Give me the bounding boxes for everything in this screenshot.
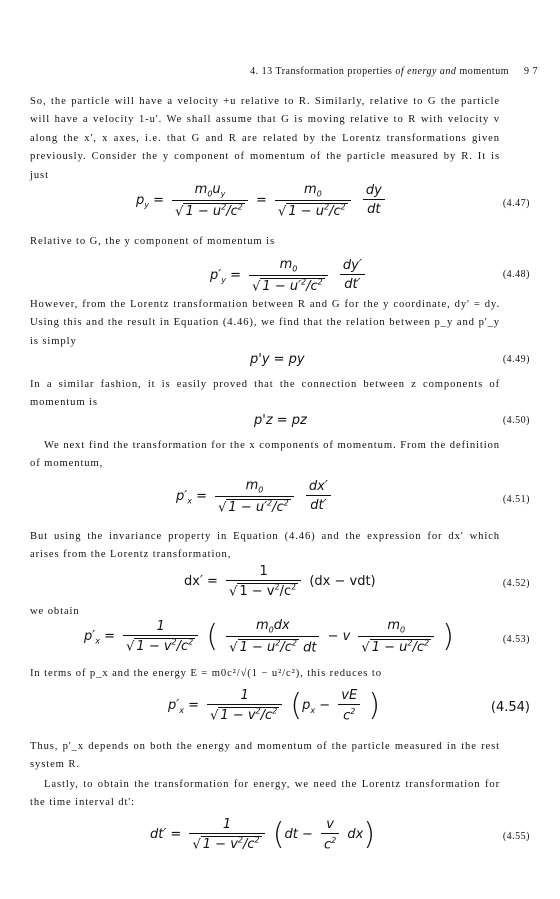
header-section: 4. 13: [250, 66, 273, 77]
paragraph-7: we obtain: [30, 606, 80, 617]
equation-4-52: [0, 562, 560, 602]
equation-number: (4.50): [502, 415, 530, 426]
paragraph-9: Thus, p'_x depends on both the energy and momentum of the particle measured in the rest system R.: [30, 741, 500, 771]
header-title-b: of energy and: [395, 66, 457, 77]
equation-4-53: [0, 614, 560, 662]
equation-body: $p_y$ = $\frac{m_0u_y}{√ 1 - u^2/c^2}$ = $\frac{m_0}{√ 1 - u^2/c^2}$ $\frac{dy}{dt}$: [136, 182, 389, 219]
equation-number: (4.55): [502, 831, 530, 842]
equation-body: $p'_x$ = $\frac{m_0}{√ 1 - u'^2/c^2}$ $\frac{dx'}{dt'}$: [176, 478, 335, 515]
equation-4-50: [0, 413, 560, 433]
equation-4-47: [0, 180, 560, 220]
equation-number: (4.49): [502, 354, 530, 365]
equation-body: dt′ = $\frac{1}{√ 1 - v^2/c^2}$ (dt − $\frac{v}{c^2}$ dx): [150, 817, 376, 853]
equation-number: (4.53): [502, 634, 530, 645]
equation-number: (4.51): [502, 494, 530, 505]
equation-number: (4.48): [502, 269, 530, 280]
paragraph-2: Relative to G, the y component of momentum is: [30, 236, 275, 247]
header-title-c: momentum: [459, 66, 509, 77]
running-header: [250, 66, 538, 77]
equation-body: dx′ = $\frac{1}{√ 1 - v^2/c^2}$ (dx − vdt): [184, 564, 376, 600]
paragraph-10: Lastly, to obtain the transformation for energy, we need the Lorentz transformation for the time interval dt':: [30, 779, 500, 809]
paragraph-1: So, the particle will have a velocity +u relative to R. Similarly, relative to G the particle will have a velocity 1-u'. We shall assume that G is moving relative to R with velocity v along the x', x axes, i.e. that G and R are related by the Lorentz transformations given previously. Consider the y component of momentum of the particle measured by R. It is just: [30, 96, 500, 181]
header-title-a: Transformation properties: [275, 66, 393, 77]
paragraph-8: In terms of p_x and the energy E = m0c²/√(1 − u²/c²), this reduces to: [30, 668, 382, 679]
paragraph-3: However, from the Lorentz transformation between R and G for the y coordinate, dy' = dy. Using this and the result in Equation (4.46), we find that the relation between p_y and p'_y is simply: [30, 299, 500, 347]
equation-4-54: [0, 686, 560, 734]
equation-body: $p'_y$ = $\frac{m_0}{√ 1 - u'^2/c^2}$ $\frac{dy'}{dt'}$: [210, 257, 369, 294]
equation-number: (4.52): [502, 578, 530, 589]
equation-number: (4.47): [502, 198, 530, 209]
equation-4-49: [0, 352, 560, 372]
equation-body: p'z = pz: [254, 413, 307, 428]
equation-4-48: [0, 255, 560, 295]
paragraph-4: In a similar fashion, it is easily proved that the connection between z components of momentum is: [30, 379, 500, 409]
paragraph-6: But using the invariance property in Equation (4.46) and the expression for dx' which arises from the Lorentz transformation,: [30, 531, 500, 561]
equation-body: $p'_x$ = $\frac{1}{√ 1 - v^2/c^2}$ ( $\frac{m_0dx}{√ 1 - u^2/c^2 dt}$ − v $\frac{m_0}{√ 1 - u^2/c^2}$ ): [84, 618, 454, 655]
equation-body: $p'_x$ = $\frac{1}{√ 1 - v^2/c^2}$ ($p_x$ − $\frac{vE}{c^2}$ ): [168, 688, 381, 724]
paragraph-5: We next find the transformation for the x components of momentum. From the definition of momentum,: [30, 440, 500, 470]
equation-number: (4.54): [490, 700, 530, 715]
equation-body: p'y = py: [250, 352, 305, 367]
equation-4-55: [0, 815, 560, 863]
equation-4-51: [0, 476, 560, 516]
page-number: 9 7: [524, 66, 538, 77]
